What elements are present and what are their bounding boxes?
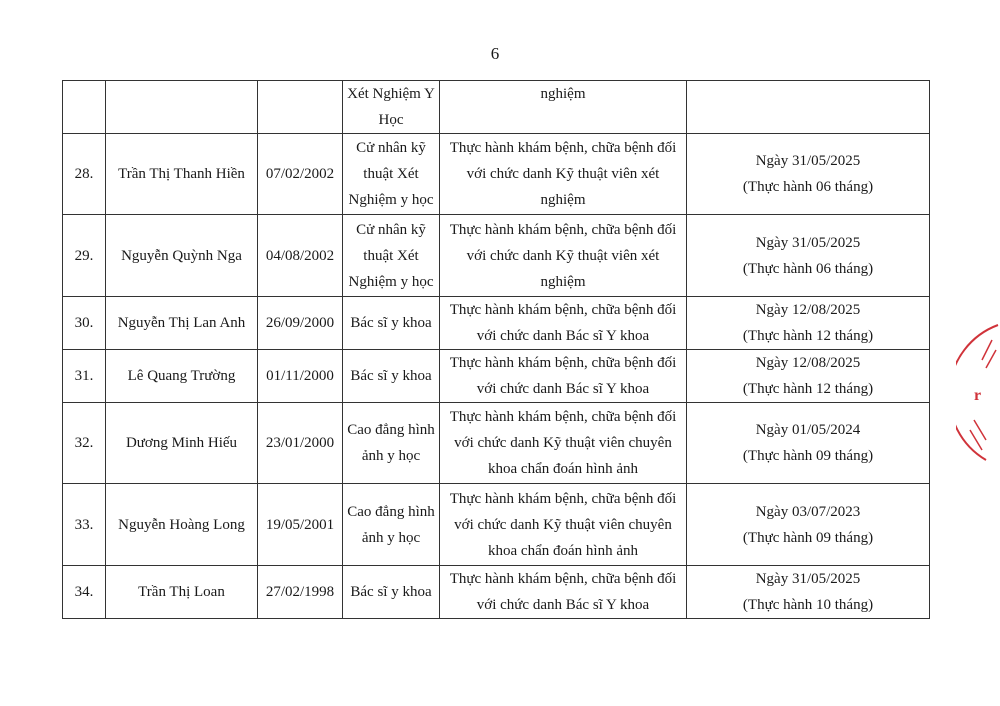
cell-scope: Thực hành khám bệnh, chữa bệnh đối với chức danh Kỹ thuật viên xét nghiệm bbox=[440, 134, 687, 215]
page-number: 6 bbox=[490, 44, 500, 63]
practice-start-date: Ngày 31/05/2025 bbox=[755, 234, 861, 251]
practice-start-date: Ngày 31/05/2025 bbox=[755, 153, 861, 169]
practice-duration: (Thực hành 06 tháng) bbox=[742, 260, 874, 277]
cell-dob: 04/08/2002 bbox=[258, 215, 343, 297]
table-row bbox=[63, 350, 930, 403]
cell-no: 34. bbox=[63, 566, 106, 619]
cell-period bbox=[687, 566, 930, 619]
cell-name bbox=[106, 81, 258, 134]
practice-start-date: Ngày 12/08/2025 bbox=[755, 302, 861, 318]
cell-name: Trần Thị Thanh Hiền bbox=[106, 134, 258, 215]
cell-degree: Cử nhân kỹ thuật Xét Nghiệm y học bbox=[343, 134, 440, 215]
cell-period bbox=[687, 297, 930, 350]
cell-scope: Thực hành khám bệnh, chữa bệnh đối với chức danh Kỹ thuật viên chuyên khoa chẩn đoán hình ảnh bbox=[440, 403, 687, 484]
seal-stamp-icon bbox=[956, 320, 1000, 470]
cell-scope: Thực hành khám bệnh, chữa bệnh đối với chức danh Kỹ thuật viên xét nghiệm bbox=[440, 215, 687, 297]
cell-period bbox=[687, 350, 930, 403]
table-row bbox=[63, 297, 930, 350]
practice-duration: (Thực hành 09 tháng) bbox=[742, 529, 874, 546]
cell-degree: Bác sĩ y khoa bbox=[343, 350, 440, 403]
cell-period bbox=[687, 81, 930, 134]
cell-name: Nguyễn Hoàng Long bbox=[106, 484, 258, 566]
practice-duration: (Thực hành 12 tháng) bbox=[742, 381, 874, 397]
cell-no bbox=[63, 81, 106, 134]
svg-text:r: r bbox=[974, 387, 982, 404]
cell-period bbox=[687, 134, 930, 215]
cell-name: Lê Quang Trường bbox=[106, 350, 258, 403]
practice-start-date: Ngày 03/07/2023 bbox=[755, 503, 861, 520]
cell-no: 28. bbox=[63, 134, 106, 215]
cell-no: 30. bbox=[63, 297, 106, 350]
cell-degree: Cao đẳng hình ảnh y học bbox=[343, 403, 440, 484]
cell-degree: Cao đẳng hình ảnh y học bbox=[343, 484, 440, 566]
table-row bbox=[63, 484, 930, 566]
cell-dob: 27/02/1998 bbox=[258, 566, 343, 619]
cell-period bbox=[687, 403, 930, 484]
cell-name: Trần Thị Loan bbox=[106, 566, 258, 619]
cell-name: Dương Minh Hiếu bbox=[106, 403, 258, 484]
cell-name: Nguyễn Thị Lan Anh bbox=[106, 297, 258, 350]
cell-name: Nguyễn Quỳnh Nga bbox=[106, 215, 258, 297]
practice-start-date: Ngày 31/05/2025 bbox=[755, 571, 861, 587]
cell-dob: 07/02/2002 bbox=[258, 134, 343, 215]
cell-dob: 26/09/2000 bbox=[258, 297, 343, 350]
practitioner-table bbox=[62, 80, 930, 619]
table-row bbox=[63, 134, 930, 215]
table-row bbox=[63, 566, 930, 619]
cell-period bbox=[687, 215, 930, 297]
cell-dob: 23/01/2000 bbox=[258, 403, 343, 484]
cell-degree: Bác sĩ y khoa bbox=[343, 566, 440, 619]
cell-degree: Cử nhân kỹ thuật Xét Nghiệm y học bbox=[343, 215, 440, 297]
cell-scope: Thực hành khám bệnh, chữa bệnh đối với chức danh Bác sĩ Y khoa bbox=[440, 566, 687, 619]
cell-scope: Thực hành khám bệnh, chữa bệnh đối với chức danh Bác sĩ Y khoa bbox=[440, 350, 687, 403]
cell-dob: 19/05/2001 bbox=[258, 484, 343, 566]
table-row-continuation bbox=[63, 81, 930, 134]
practice-duration: (Thực hành 06 tháng) bbox=[742, 179, 874, 195]
cell-degree: Xét Nghiệm Y Học bbox=[343, 81, 440, 134]
cell-no: 32. bbox=[63, 403, 106, 484]
cell-degree: Bác sĩ y khoa bbox=[343, 297, 440, 350]
cell-scope: Thực hành khám bệnh, chữa bệnh đối với chức danh Kỹ thuật viên chuyên khoa chẩn đoán hình ảnh bbox=[440, 484, 687, 566]
table-row bbox=[63, 403, 930, 484]
practice-start-date: Ngày 01/05/2024 bbox=[755, 422, 861, 438]
practice-duration: (Thực hành 10 tháng) bbox=[742, 597, 874, 613]
cell-period bbox=[687, 484, 930, 566]
cell-scope: Thực hành khám bệnh, chữa bệnh đối với chức danh Bác sĩ Y khoa bbox=[440, 297, 687, 350]
cell-dob bbox=[258, 81, 343, 134]
cell-dob: 01/11/2000 bbox=[258, 350, 343, 403]
practice-start-date: Ngày 12/08/2025 bbox=[755, 355, 861, 371]
practice-duration: (Thực hành 12 tháng) bbox=[742, 328, 874, 344]
cell-no: 33. bbox=[63, 484, 106, 566]
cell-scope: nghiệm bbox=[440, 81, 687, 134]
table-row bbox=[63, 215, 930, 297]
practice-duration: (Thực hành 09 tháng) bbox=[742, 448, 874, 464]
cell-no: 29. bbox=[63, 215, 106, 297]
cell-no: 31. bbox=[63, 350, 106, 403]
